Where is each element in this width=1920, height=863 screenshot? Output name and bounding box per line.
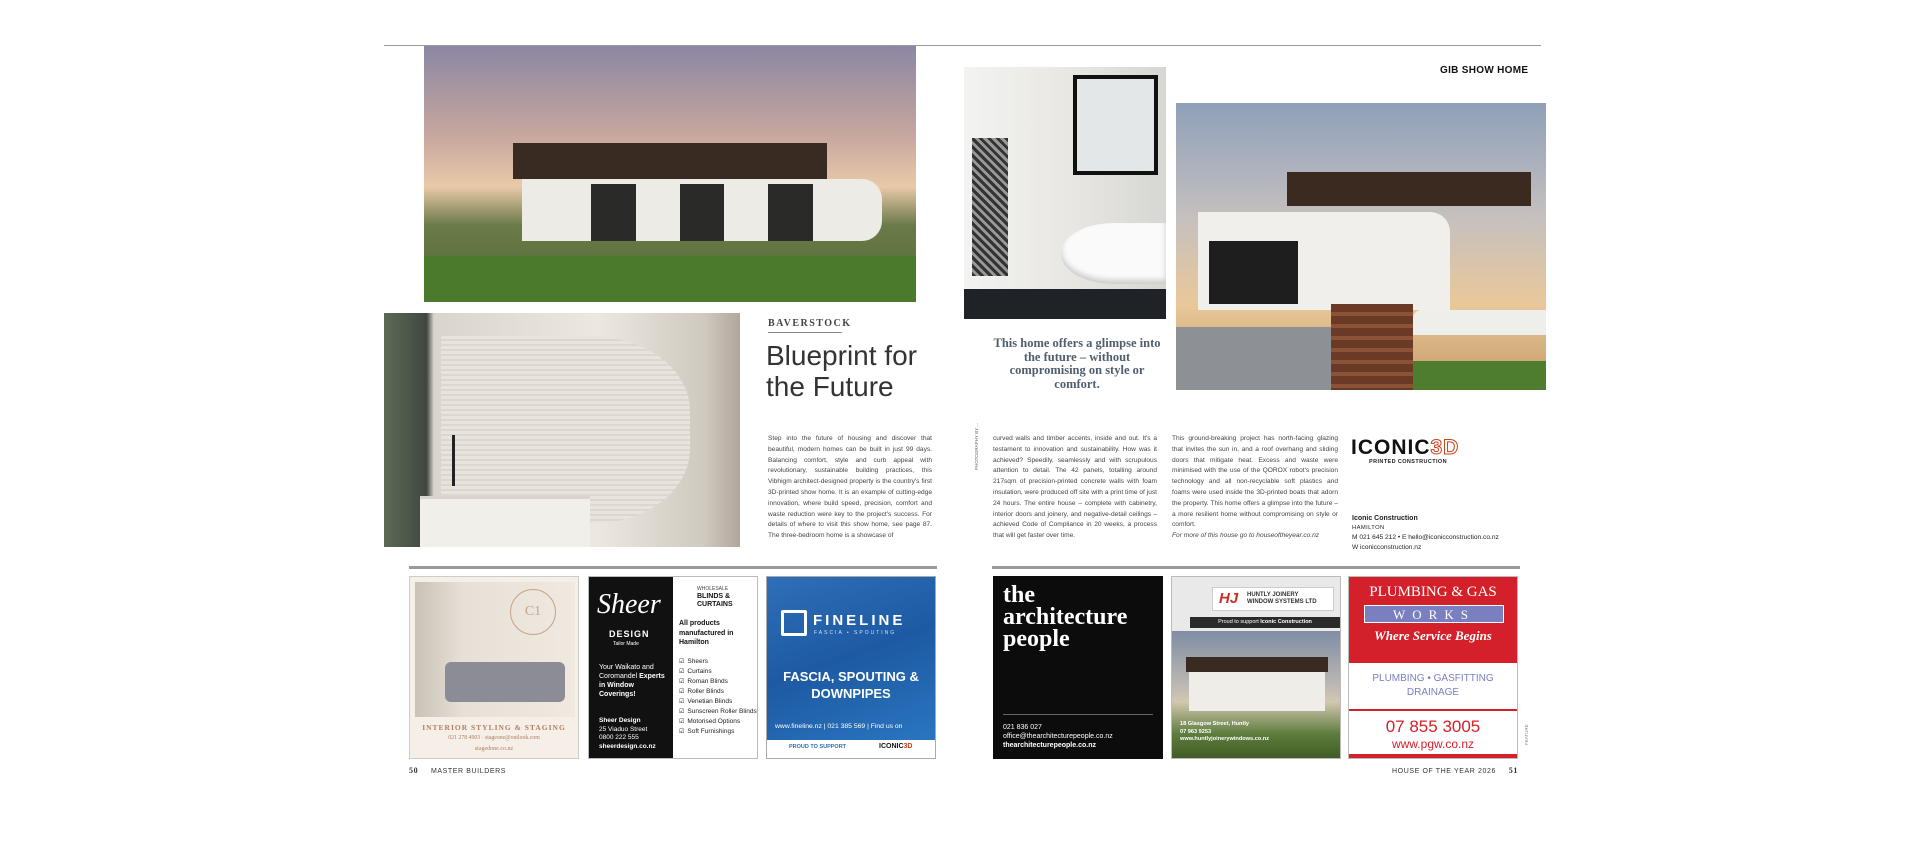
- ad4-rule: [1003, 714, 1153, 715]
- column-3-text: This ground-breaking project has north-facing glazing that invites the sun in, and a roof overhang and sliding doors that mitigate heat. Excess and waste were minimised with the use of the QOROX robot's precision technology and all non-recyclable soft plastics and foams were used inside the 3D-printed boats that adorn the property. This home offers a glimpse into the future – a more resilient home without compromising on style or comfort.: [1172, 435, 1338, 529]
- pgw-phone: 07 855 3005: [1385, 717, 1481, 736]
- builder-contact: [1352, 514, 1542, 552]
- article-kicker: BAVERSTOCK: [768, 318, 852, 329]
- monogram-badge: C1: [510, 589, 556, 635]
- ad-sheer-design[interactable]: [588, 576, 758, 759]
- huntly-support-banner: Proud to support Iconic Construction: [1190, 617, 1340, 628]
- pgw-divider: [1349, 709, 1517, 711]
- list-item: ☑ Soft Furnishings: [679, 727, 757, 737]
- fineline-logo-sub: FASCIA • SPOUTING: [814, 630, 897, 636]
- list-item: ☑ Sheers: [679, 657, 757, 667]
- kitchen-photo: [384, 313, 740, 547]
- list-item: ☑ Curtains: [679, 667, 757, 677]
- pgw-title: PLUMBING & GAS: [1369, 584, 1497, 600]
- sheer-products: [677, 577, 757, 759]
- builder-city: HAMILTON: [1352, 524, 1385, 531]
- pgw-slogan: Where Service Begins: [1374, 628, 1492, 643]
- bathroom-photo: [964, 67, 1166, 319]
- builder-phone-email: M 021 645 212 • E hello@iconicconstruction.co.nz: [1352, 534, 1499, 541]
- house-exterior-photo: [424, 46, 916, 302]
- ad-architecture-people[interactable]: [993, 576, 1163, 759]
- side-credit: FEATURE: [1524, 724, 1529, 745]
- huntly-logo: HJ HUNTLY JOINERY WINDOW SYSTEMS LTD: [1212, 587, 1334, 611]
- ad1-website: stagedone.co.nz: [474, 746, 514, 752]
- iconic-logo-subtitle: PRINTED CONSTRUCTION: [1369, 459, 1447, 465]
- ad-stage-one[interactable]: [409, 576, 579, 759]
- article-column-1: Step into the future of housing and discover that beautiful, modern homes can be built in just 99 days. Balancing comfort, style and curb appeal with revolutionary, sustainable building practices, this Vibhigm architect-designed property is the country's first 3D-printed show home. It is an example of cutting-edge innovation, where build speed, precision, comfort and waste reduction were key to the project's success. For details of where to visit this show home, see page 87. The three-bedroom home is a showcase of: [768, 435, 932, 540]
- ads-divider-right: [992, 566, 1520, 569]
- fineline-logo: FINELINE: [813, 612, 906, 629]
- fineline-headline: FASCIA, SPOUTING & DOWNPIPES: [783, 669, 919, 701]
- sheer-brand: Sheer: [597, 589, 661, 620]
- list-item: ☑ Roman Blinds: [679, 677, 757, 687]
- support-bar: PROUD TO SUPPORT ICONIC3D: [767, 740, 935, 758]
- page-number-right: 51: [1508, 766, 1518, 775]
- ad-fineline[interactable]: [766, 576, 936, 759]
- wholesale-heading: WHOLESALE BLINDS & CURTAINS: [697, 586, 733, 608]
- article-column-2: curved walls and timber accents, inside and out. It's a testament to innovation and sustainability. How was it achieved? Speedily, seamlessly and with scrupulous attention to detail. The 42 panels, totalling around 217sqm of precision-printed concrete walls with foam insulation, were produced off site with a print time of just 24 hours. The entire house – complete with cabinetry, interior doors and joinery, and negative-detail ceilings – achieved Code of Compliance in 20 weeks, a process that will get faster over time.: [993, 435, 1157, 540]
- folio-right: [1392, 766, 1518, 775]
- ad1-contact: 021 278 4903 · stageone@outlook.com: [448, 735, 540, 741]
- fineline-contact: www.fineline.nz | 021 385 569 | Find us on: [775, 723, 903, 730]
- kicker-rule: [768, 332, 842, 333]
- list-item: ☑ Venetian Blinds: [679, 697, 757, 707]
- photo-credit: PHOTOGRAPHY BY ...: [974, 422, 979, 470]
- pull-quote: This home offers a glimpse into the future – without compromising on style or comfort.: [993, 336, 1161, 391]
- architecture-people-contact: 021 836 027 office@thearchitecturepeople.co.nz thearchitecturepeople.co.nz: [1003, 724, 1113, 749]
- more-info-link[interactable]: For more of this house go to houseoftheyear.co.nz: [1172, 532, 1320, 540]
- iconic-mini-logo: ICONIC3D: [879, 743, 913, 750]
- folio-right-label: HOUSE OF THE YEAR 2026: [1392, 768, 1496, 775]
- sheer-brand-tag: Tailor Made: [613, 641, 639, 647]
- ad-plumbing-gas-works[interactable]: [1348, 576, 1518, 759]
- article-column-3: [1172, 434, 1338, 542]
- architecture-people-logo: the architecture people: [1003, 582, 1128, 652]
- pgw-works: WORKS: [1364, 605, 1504, 623]
- page-number-left: 50: [409, 766, 419, 775]
- pgw-footer-bar: [1349, 754, 1517, 758]
- builder-web[interactable]: W iconicconstruction.nz: [1352, 543, 1422, 551]
- fineline-logo-icon: [781, 610, 807, 636]
- ad-huntly-joinery[interactable]: [1171, 576, 1341, 759]
- pgw-services: PLUMBING • GASFITTING DRAINAGE: [1372, 673, 1494, 698]
- article-headline: Blueprint for the Future: [766, 340, 917, 402]
- pgw-website: www.pgw.co.nz: [1391, 737, 1475, 751]
- list-item: ☑ Roller Blinds: [679, 687, 757, 697]
- folio-left-label: MASTER BUILDERS: [430, 768, 507, 775]
- huntly-address: 18 Glasgow Street, Huntly 07 963 9253 www.huntlyjoinerywindows.co.nz: [1180, 721, 1269, 743]
- iconic-logo: ICONIC3D: [1351, 436, 1460, 459]
- list-item: ☑ Sunscreen Roller Blinds: [679, 707, 757, 717]
- sheer-tagline: Your Waikato and Coromandel Experts in Window Coverings!: [599, 664, 665, 698]
- house-entrance-photo: [1176, 103, 1546, 390]
- list-item: ☑ Motorised Options: [679, 717, 757, 727]
- manufactured-note: All products manufactured in Hamilton: [679, 620, 734, 646]
- product-list: [679, 657, 757, 737]
- ads-divider-left: [409, 566, 937, 569]
- sheer-brand-sub: DESIGN: [609, 629, 650, 639]
- ad1-tagline: INTERIOR STYLING & STAGING: [422, 723, 566, 732]
- sheer-address: Sheer Design 25 Viaduo Street 0800 222 555 sheerdesign.co.nz: [599, 717, 656, 750]
- sheer-panel: [589, 577, 673, 759]
- section-label: GIB SHOW HOME: [1440, 65, 1529, 76]
- folio-left: [409, 766, 506, 775]
- builder-name: Iconic Construction: [1352, 515, 1418, 522]
